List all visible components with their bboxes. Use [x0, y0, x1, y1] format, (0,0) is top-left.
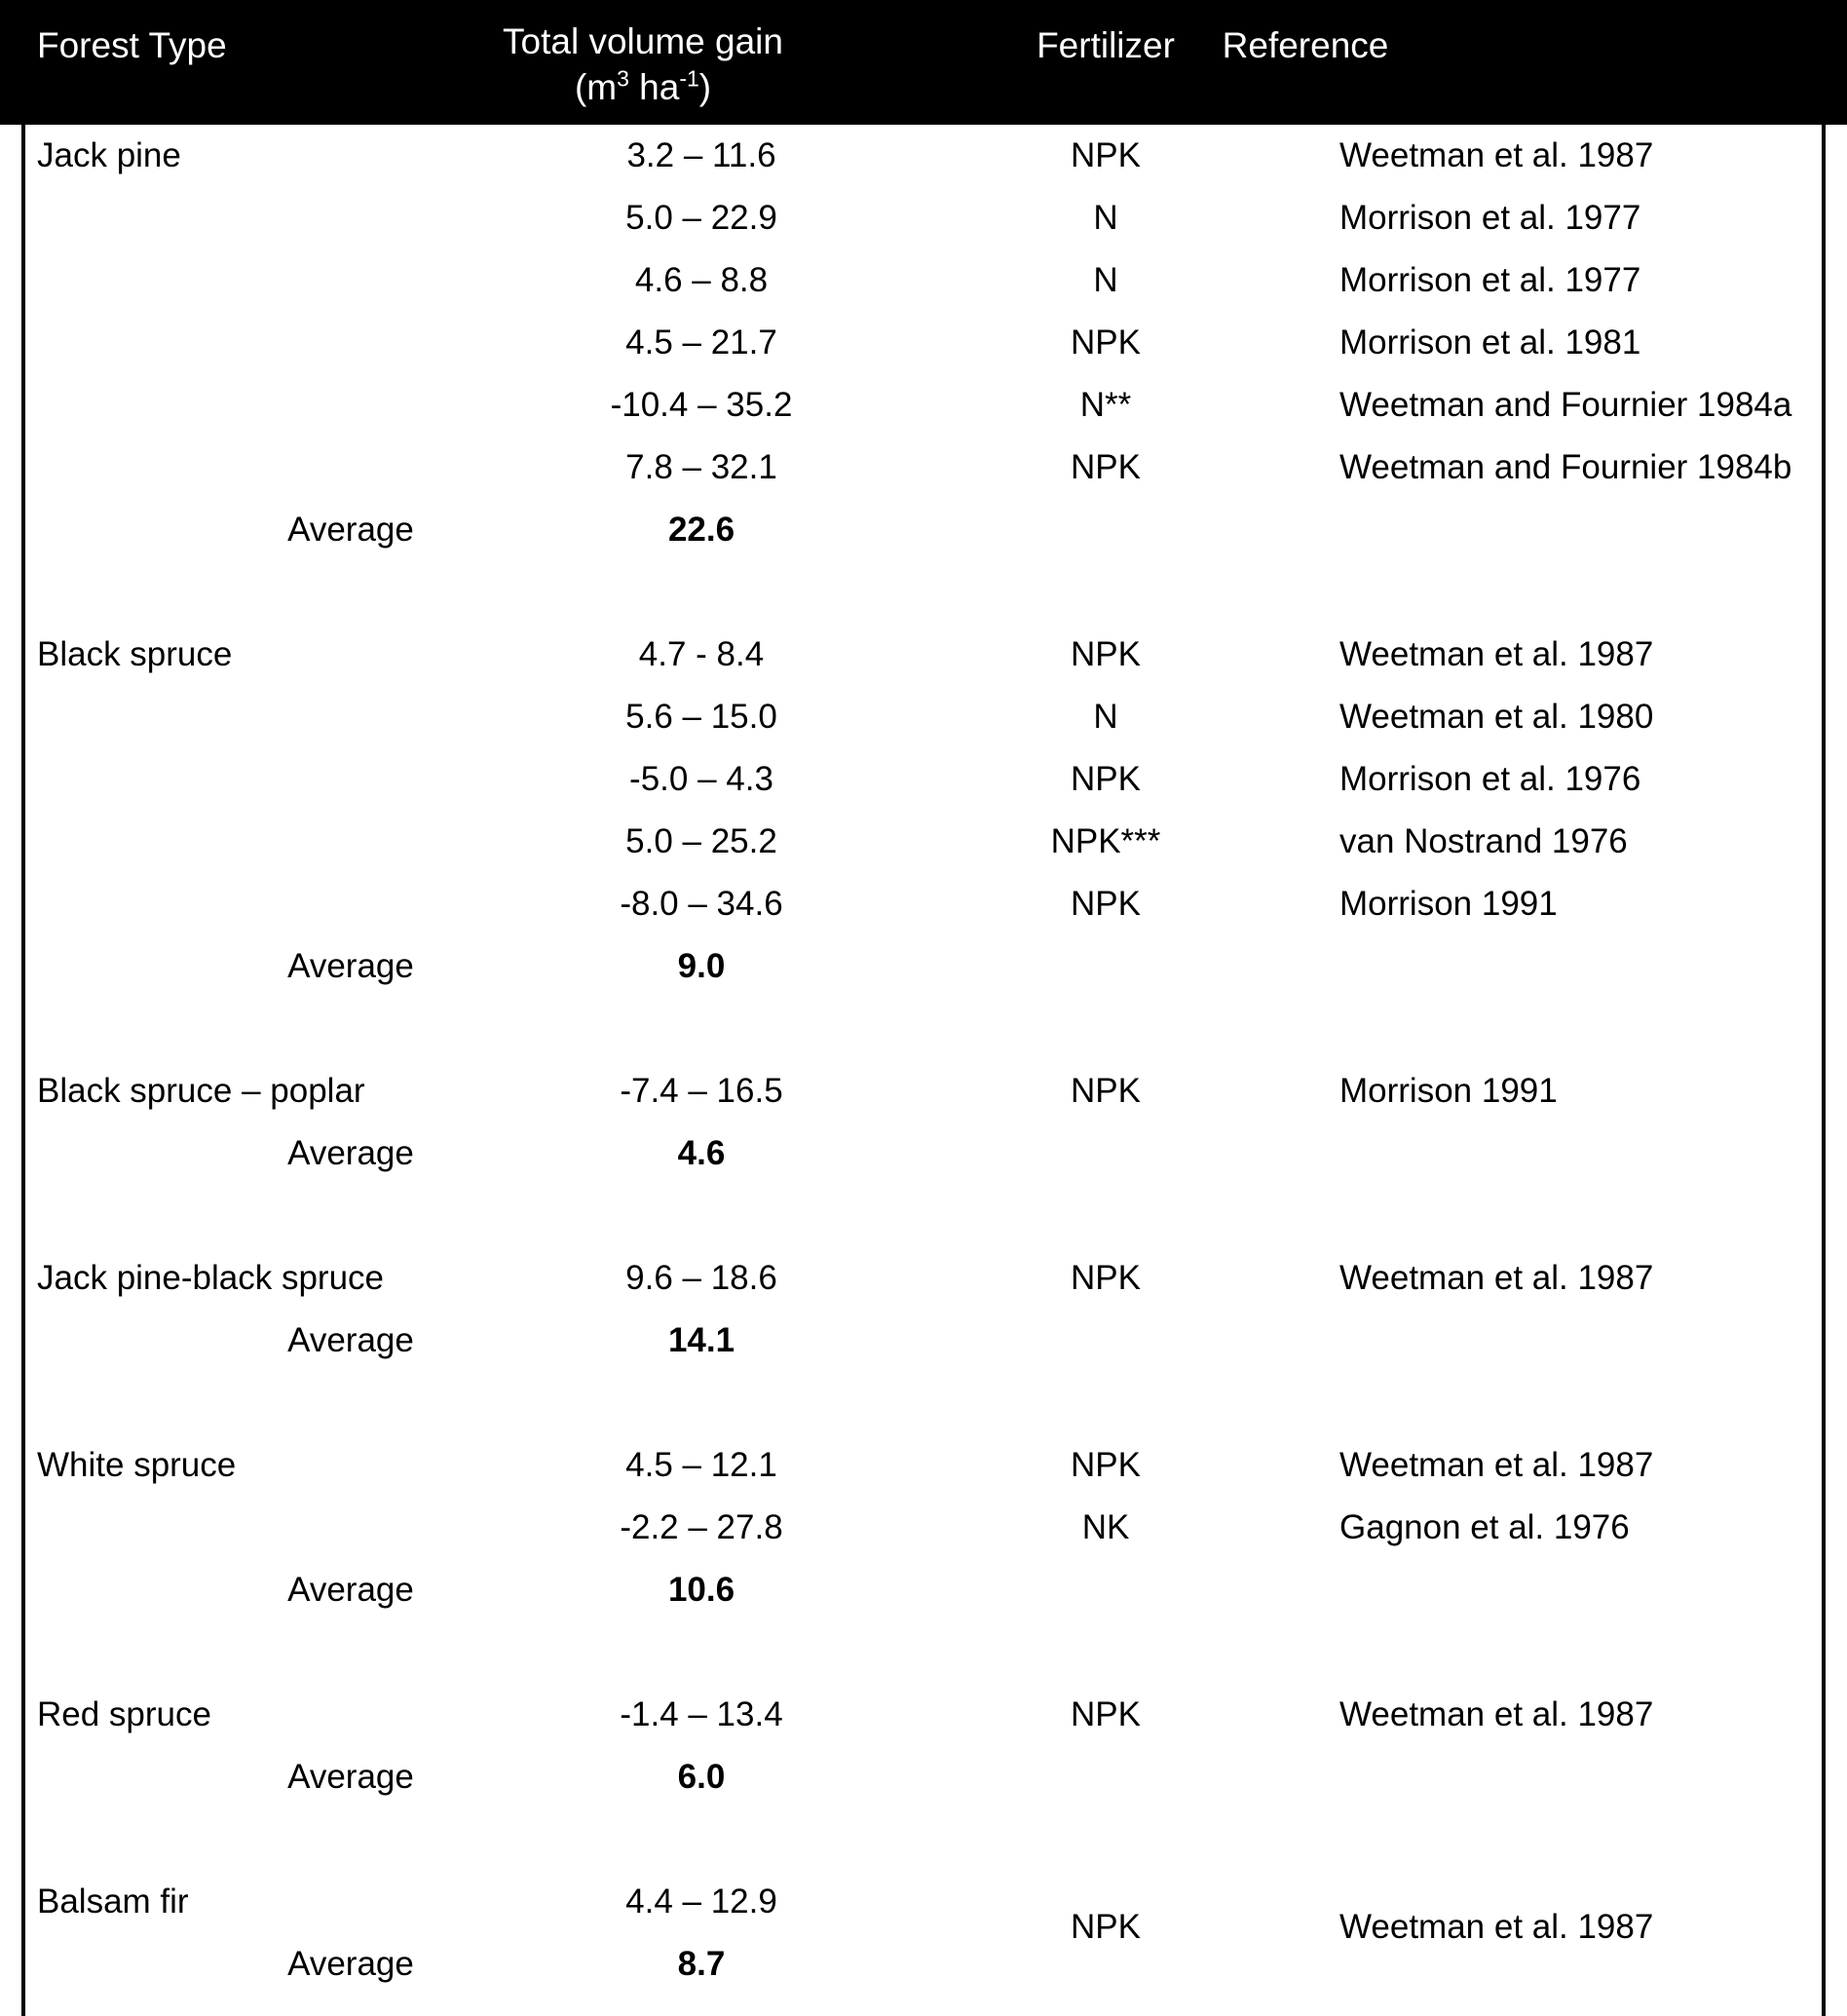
fertilizer-value: NPK — [1071, 136, 1141, 174]
volume-gain-value: 4.7 - 8.4 — [638, 635, 765, 673]
average-label: Average — [287, 1134, 414, 1172]
section-spacer — [0, 1621, 1847, 1684]
average-value: 9.0 — [677, 947, 726, 985]
volume-gain-value: 7.8 – 32.1 — [625, 448, 777, 486]
table-row — [0, 374, 1847, 437]
table-row — [0, 1871, 1847, 1946]
volume-gain-value: -1.4 – 13.4 — [620, 1695, 783, 1733]
reference-value: Weetman et al. 1980 — [1339, 698, 1654, 736]
reference-value: Weetman et al. 1987 — [1339, 1259, 1654, 1297]
fertilizer-value: N — [1093, 261, 1118, 299]
volume-gain-value: -10.4 – 35.2 — [610, 386, 793, 424]
volume-gain-value: 4.6 – 8.8 — [634, 261, 769, 299]
reference-value: Weetman and Fournier 1984b — [1339, 448, 1792, 486]
volume-gain-value: 4.4 – 12.9 — [625, 1883, 777, 1921]
reference-value: Morrison 1991 — [1339, 1072, 1558, 1110]
average-label: Average — [287, 1571, 414, 1609]
table-body — [0, 125, 1847, 1996]
average-row — [0, 1559, 1847, 1621]
reference-value: Morrison et al. 1977 — [1339, 261, 1641, 299]
forest-type-label: Black spruce — [37, 635, 233, 673]
forest-type-label: Balsam fir — [37, 1883, 189, 1921]
fertilizer-value: NPK — [1071, 1695, 1141, 1733]
table-row — [0, 873, 1847, 935]
volume-gain-value: -8.0 – 34.6 — [620, 885, 783, 923]
volume-gain-value: 5.0 – 22.9 — [625, 199, 777, 237]
average-value: 14.1 — [667, 1321, 735, 1359]
column-header-volume-units — [429, 67, 857, 107]
table-row — [0, 1247, 1847, 1310]
average-label: Average — [287, 1945, 414, 1983]
volume-gain-value: 9.6 – 18.6 — [625, 1259, 777, 1297]
column-header-volume-title: Total volume gain — [503, 21, 783, 61]
reference-value: van Nostrand 1976 — [1339, 822, 1628, 860]
units-suffix: ) — [698, 67, 712, 108]
volume-gain-value: 4.5 – 21.7 — [625, 323, 777, 361]
fertilizer-value: NPK*** — [1050, 822, 1161, 860]
volume-gain-value: -5.0 – 4.3 — [629, 760, 773, 798]
forest-type-label: Black spruce – poplar — [37, 1072, 365, 1110]
reference-value: Weetman et al. 1987 — [1339, 1695, 1654, 1733]
units-prefix: (m — [574, 67, 618, 108]
reference-value: Morrison et al. 1976 — [1339, 760, 1641, 798]
section-spacer — [0, 1372, 1847, 1434]
column-header-total-volume-gain — [429, 21, 857, 108]
fertilizer-value: NK — [1081, 1508, 1130, 1546]
forest-type-label: Red spruce — [37, 1695, 211, 1733]
column-header-forest-type: Forest Type — [37, 25, 227, 65]
table-row — [0, 624, 1847, 686]
average-label: Average — [287, 511, 414, 549]
table-row — [0, 187, 1847, 249]
volume-gain-value: -2.2 – 27.8 — [620, 1508, 783, 1546]
column-header-reference: Reference — [1222, 25, 1389, 65]
reference-value: Gagnon et al. 1976 — [1339, 1508, 1630, 1546]
fertilizer-value: NPK — [1071, 635, 1141, 673]
average-row — [0, 935, 1847, 998]
fertilizer-value: NPK — [1071, 1446, 1141, 1484]
units-middle: ha — [628, 67, 680, 108]
units-exponent-inverse: -1 — [679, 66, 699, 93]
table-row — [0, 748, 1847, 811]
table-header-row — [0, 0, 1847, 125]
volume-gain-value: 5.6 – 15.0 — [625, 698, 777, 736]
reference-value: Morrison et al. 1981 — [1339, 323, 1641, 361]
table-row — [0, 1434, 1847, 1497]
section-spacer — [0, 998, 1847, 1060]
average-value: 22.6 — [667, 511, 735, 549]
fertilizer-value: NPK — [1071, 1908, 1141, 1946]
reference-value: Weetman et al. 1987 — [1339, 136, 1654, 174]
column-header-fertilizer: Fertilizer — [1037, 25, 1175, 65]
average-value: 6.0 — [677, 1758, 726, 1796]
volume-gain-value: -7.4 – 16.5 — [620, 1072, 783, 1110]
reference-value: Weetman et al. 1987 — [1339, 1908, 1654, 1946]
reference-value: Morrison 1991 — [1339, 885, 1558, 923]
section-spacer — [0, 1808, 1847, 1871]
volume-gain-value: 5.0 – 25.2 — [625, 822, 777, 860]
fertilizer-value: NPK — [1071, 1072, 1141, 1110]
section-spacer — [0, 1185, 1847, 1247]
forest-type-label: White spruce — [37, 1446, 237, 1484]
table-row — [0, 1684, 1847, 1746]
fertilizer-value: N — [1093, 199, 1118, 237]
volume-gain-value: 4.5 – 12.1 — [625, 1446, 777, 1484]
average-row — [0, 1310, 1847, 1372]
average-label: Average — [287, 1321, 414, 1359]
forest-type-label: Jack pine — [37, 136, 181, 174]
fertilizer-value: NPK — [1071, 760, 1141, 798]
forest-type-label: Jack pine-black spruce — [37, 1259, 384, 1297]
fertilizer-value: N** — [1079, 386, 1132, 424]
reference-value: Weetman and Fournier 1984a — [1339, 386, 1792, 424]
reference-value: Morrison et al. 1977 — [1339, 199, 1641, 237]
table-row — [0, 437, 1847, 499]
fertilizer-value: NPK — [1071, 323, 1141, 361]
table-row — [0, 1497, 1847, 1559]
average-row — [0, 499, 1847, 561]
table-row — [0, 249, 1847, 312]
table-row — [0, 125, 1847, 187]
fertilizer-value: NPK — [1071, 885, 1141, 923]
reference-value: Weetman et al. 1987 — [1339, 1446, 1654, 1484]
table-row — [0, 1060, 1847, 1122]
average-label: Average — [287, 947, 414, 985]
table-row — [0, 312, 1847, 374]
table-row — [0, 686, 1847, 748]
fertilizer-value: N — [1093, 698, 1118, 736]
units-exponent-cubed: 3 — [617, 66, 629, 93]
average-value: 8.7 — [677, 1945, 726, 1983]
fertilizer-value: NPK — [1071, 448, 1141, 486]
volume-gain-value: 3.2 – 11.6 — [626, 136, 776, 174]
reference-value: Weetman et al. 1987 — [1339, 635, 1654, 673]
average-row — [0, 1122, 1847, 1185]
average-label: Average — [287, 1758, 414, 1796]
average-row — [0, 1933, 1847, 1996]
average-value: 10.6 — [667, 1571, 735, 1609]
section-spacer — [0, 561, 1847, 624]
fertilizer-value: NPK — [1071, 1259, 1141, 1297]
table-row — [0, 811, 1847, 873]
average-row — [0, 1746, 1847, 1808]
average-value: 4.6 — [677, 1134, 726, 1172]
